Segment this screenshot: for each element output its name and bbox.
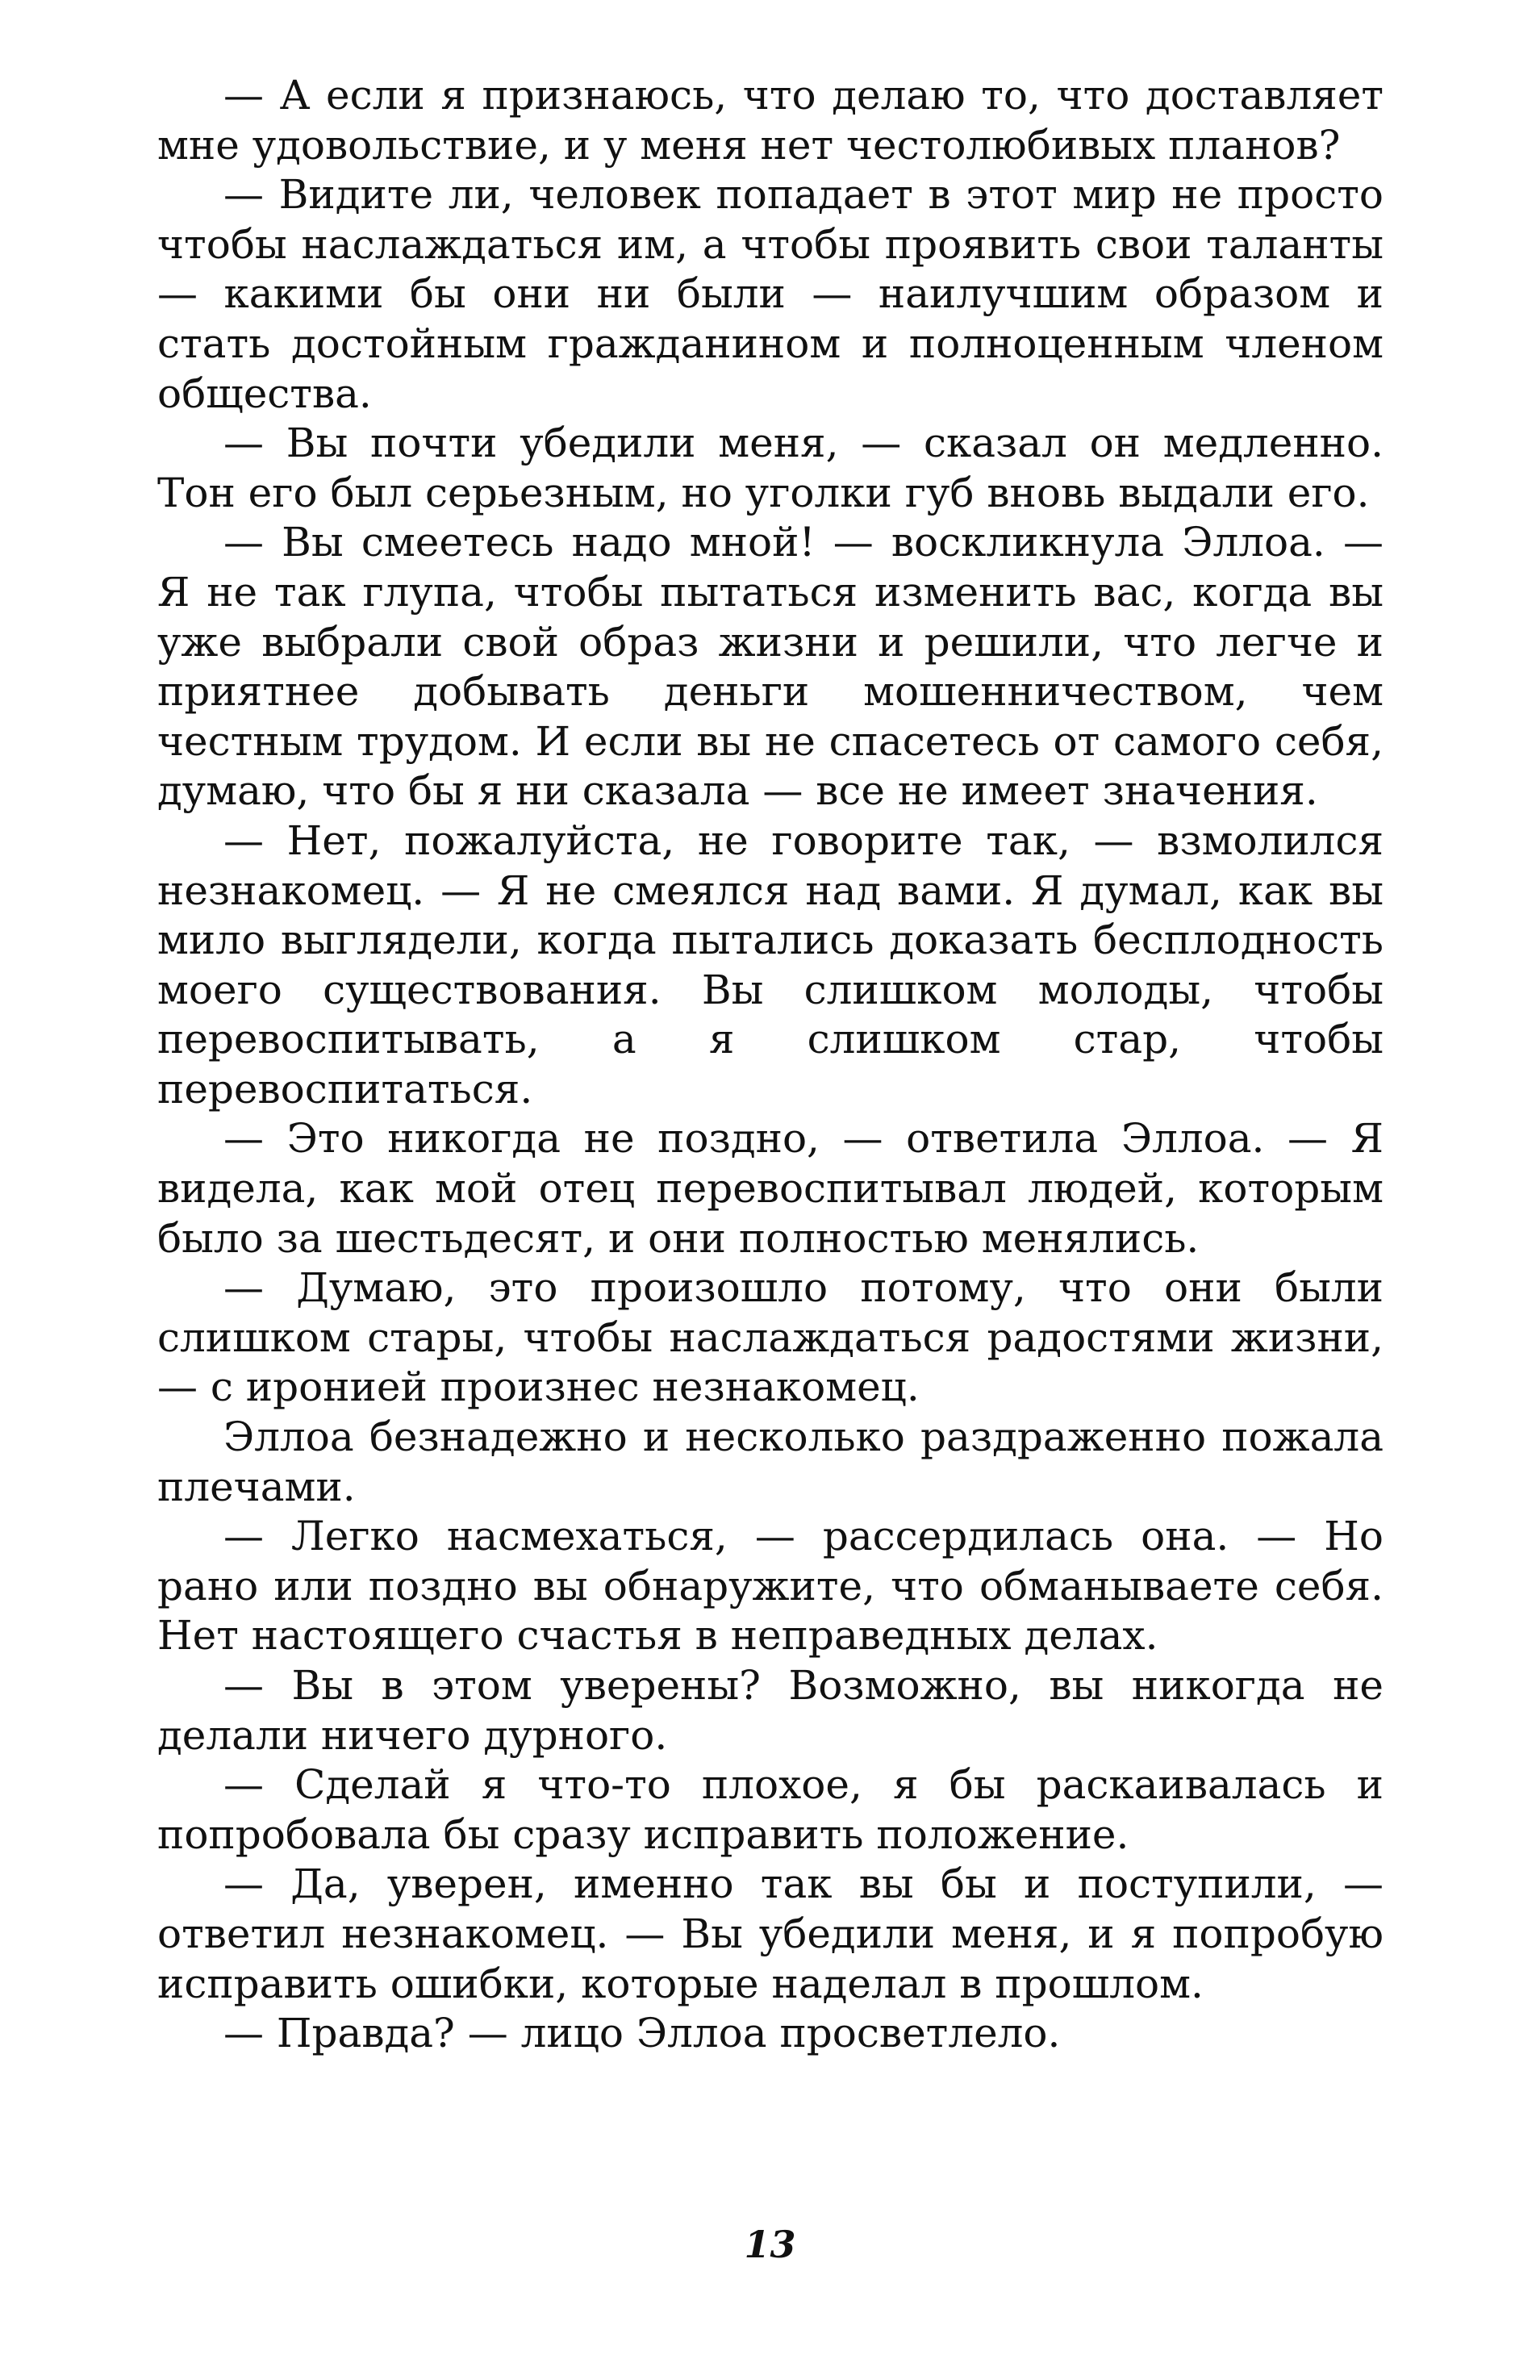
paragraph: — Вы почти убедили меня, — сказал он медленно. Тон его был серьезным, но уголки губ вновь выдали его. xyxy=(157,420,1383,516)
page-body xyxy=(157,71,1383,2059)
paragraph: — Думаю, это произошло потому, что они были слишком стары, чтобы наслаждаться радостями жизни, — с иронией произнес незнакомец. xyxy=(157,1264,1383,1411)
paragraph: — А если я признаюсь, что делаю то, что доставляет мне удовольствие, и у меня нет честолюбивых планов? xyxy=(157,72,1383,169)
paragraph: Эллоа безнадежно и несколько раздраженно пожала плечами. xyxy=(157,1413,1383,1510)
paragraph: — Сделай я что-то плохое, я бы раскаивалась и попробовала бы сразу исправить положение. xyxy=(157,1761,1383,1858)
paragraph: — Легко насмехаться, — рассердилась она. — Но рано или поздно вы обнаружите, что обманываете себя. Нет настоящего счастья в неправедных делах. xyxy=(157,1513,1383,1660)
paragraph: — Это никогда не поздно, — ответила Эллоа. — Я видела, как мой отец перевоспитывал людей, которым было за шестьдесят, и они полностью менялись. xyxy=(157,1115,1383,1262)
paragraph: — Вы в этом уверены? Возможно, вы никогда не делали ничего дурного. xyxy=(157,1662,1383,1759)
paragraph: — Да, уверен, именно так вы бы и поступили, — ответил незнакомец. — Вы убедили меня, и я попробую исправить ошибки, которые наделал в прошлом. xyxy=(157,1860,1383,2007)
paragraph: — Правда? — лицо Эллоа просветлело. xyxy=(223,2010,1061,2057)
paragraph: — Вы смеетесь надо мной! — воскликнула Эллоа. — Я не так глупа, чтобы пытаться изменить вас, когда вы уже выбрали свой образ жизни и решили, что легче и приятнее добывать деньги мошенничеством, чем честным трудом. И если вы не спасетесь от самого себя, думаю, что бы я ни сказала — все не имеет значения. xyxy=(157,519,1383,815)
page-number: 13 xyxy=(744,2223,796,2266)
paragraph: — Нет, пожалуйста, не говорите так, — взмолился незнакомец. — Я не смеялся над вами. Я думал, как вы мило выглядели, когда пытались доказать бесплодность моего существования. Вы слишком молоды, чтобы перевоспитывать, а я слишком стар, чтобы перевоспитаться. xyxy=(157,816,1383,1113)
paragraph: — Видите ли, человек попадает в этот мир не просто чтобы наслаждаться им, а чтобы проявить свои таланты — какими бы они ни были — наилучшим образом и стать достойным гражданином и полноценным членом общества. xyxy=(157,171,1383,417)
